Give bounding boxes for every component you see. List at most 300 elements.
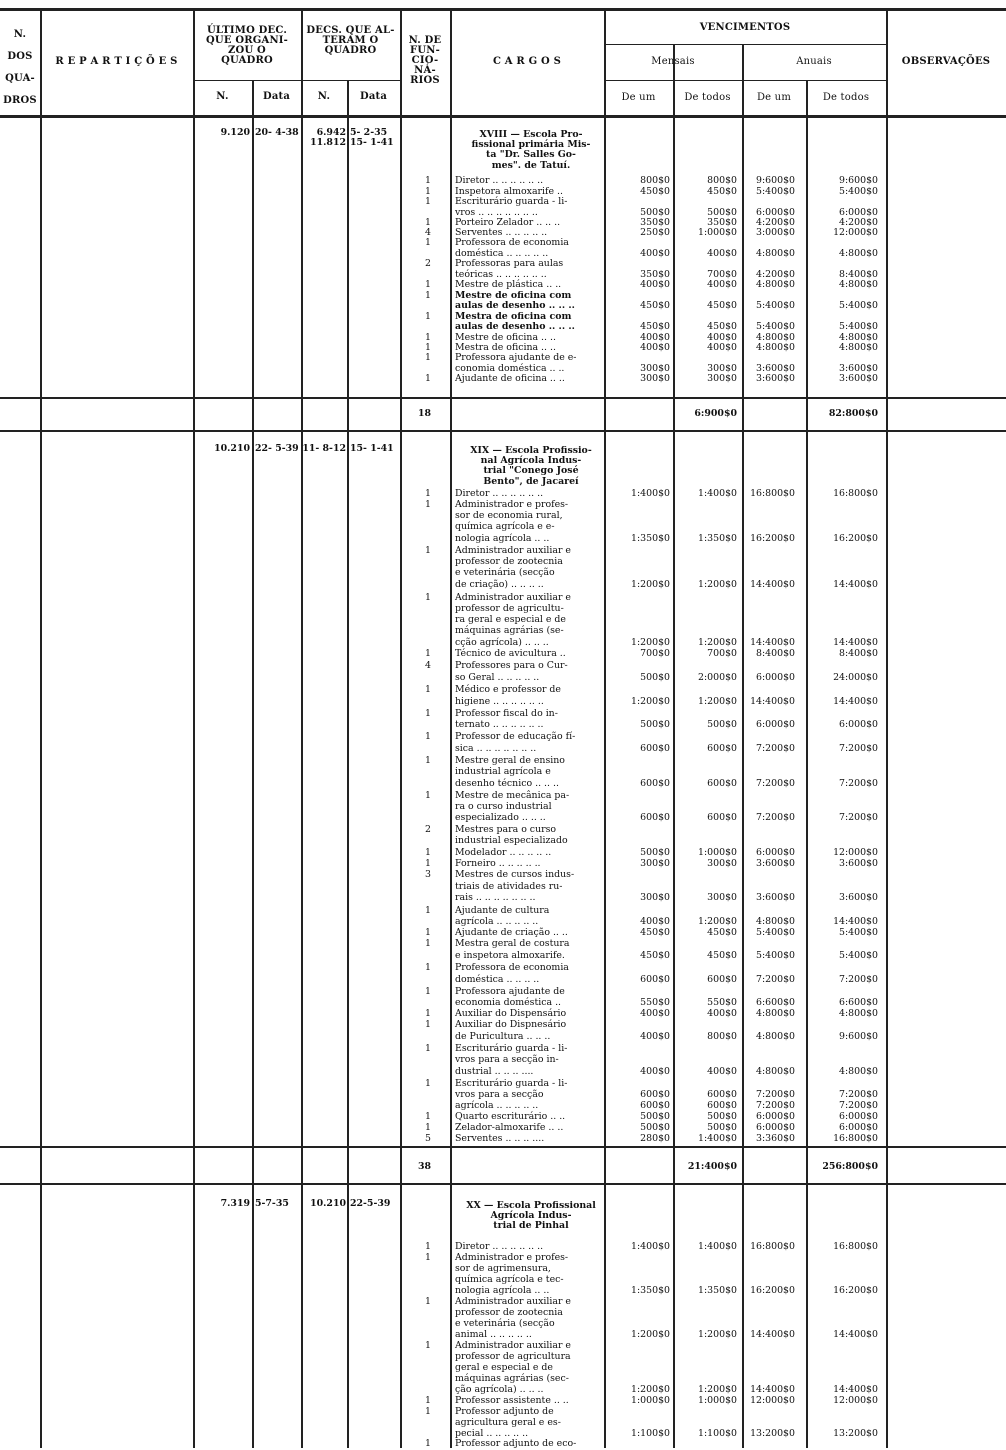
position-name: vros para a secção xyxy=(455,1089,544,1100)
annual-per-person: 8:400$0 xyxy=(756,648,795,659)
annual-per-person: 14:400$0 xyxy=(750,696,795,707)
staff-count: 1 xyxy=(425,684,431,695)
decree-date: 5-7-35 xyxy=(255,1198,289,1209)
position-name: Administrador auxiliar e xyxy=(455,1296,571,1307)
annual-total: 6:000$0 xyxy=(839,1122,878,1133)
staff-count: 1 xyxy=(425,1395,431,1406)
monthly-per-person: 600$0 xyxy=(640,778,670,789)
annual-per-person: 4:800$0 xyxy=(756,1008,795,1019)
annual-per-person: 16:800$0 xyxy=(750,488,795,499)
header-sub-data: Data xyxy=(359,91,388,102)
col-rule xyxy=(301,11,303,1448)
monthly-total: 1:400$0 xyxy=(698,1241,737,1252)
annual-per-person: 14:400$0 xyxy=(750,637,795,648)
annual-total: 3:600$0 xyxy=(839,363,878,374)
annual-per-person: 4:800$0 xyxy=(756,279,795,290)
section-rule xyxy=(0,1183,1006,1185)
position-name: Quarto escriturário .. .. xyxy=(455,1111,566,1122)
position-name: professor de zootecnia xyxy=(455,556,563,567)
monthly-per-person: 1:350$0 xyxy=(631,1285,670,1296)
position-name: Auxiliar do Dispnesário xyxy=(455,1019,567,1030)
position-name: professor de agricultura xyxy=(455,1351,571,1362)
staff-count: 1 xyxy=(425,1438,431,1449)
section-title: mes". de Tatuí. xyxy=(491,159,571,171)
position-name: agrícola .. .. .. .. .. xyxy=(455,1100,539,1111)
annual-per-person: 7:200$0 xyxy=(756,1100,795,1111)
staff-count: 1 xyxy=(425,186,431,197)
monthly-per-person: 500$0 xyxy=(640,847,670,858)
position-name: e veterinária (secção xyxy=(455,567,555,578)
position-name: Mestre de oficina .. .. xyxy=(455,332,556,343)
annual-total: 3:600$0 xyxy=(839,373,878,384)
position-name: Técnico de avicultura .. xyxy=(455,648,566,659)
position-name: Porteiro Zelador .. .. .. xyxy=(455,217,561,228)
annual-per-person: 9:600$0 xyxy=(756,175,795,186)
position-name: máquinas agrárias (sec- xyxy=(455,1373,569,1384)
annual-total: 16:800$0 xyxy=(833,1133,878,1144)
staff-count: 1 xyxy=(425,352,431,363)
staff-count: 1 xyxy=(425,790,431,801)
position-name: Escriturário guarda - li- xyxy=(455,1078,568,1089)
staff-count: 1 xyxy=(425,858,431,869)
annual-total: 7:200$0 xyxy=(839,1089,878,1100)
position-name: aulas de desenho .. .. .. xyxy=(455,300,575,311)
position-name: dustrial .. .. .. .... xyxy=(455,1066,534,1077)
position-name: Serventes .. .. .. .... xyxy=(455,1133,545,1144)
position-name: Professoras para aulas xyxy=(455,258,564,269)
annual-total: 4:200$0 xyxy=(839,217,878,228)
col-rule xyxy=(886,11,888,1448)
monthly-total: 600$0 xyxy=(707,1089,737,1100)
monthly-per-person: 500$0 xyxy=(640,719,670,730)
staff-count: 4 xyxy=(425,227,431,238)
staff-count: 1 xyxy=(425,648,431,659)
staff-count: 1 xyxy=(425,905,431,916)
monthly-total: 450$0 xyxy=(707,186,737,197)
annual-per-person: 6:000$0 xyxy=(756,847,795,858)
monthly-per-person: 800$0 xyxy=(640,175,670,186)
monthly-total: 700$0 xyxy=(707,269,737,280)
monthly-total: 300$0 xyxy=(707,363,737,374)
monthly-per-person: 250$0 xyxy=(640,227,670,238)
monthly-total: 400$0 xyxy=(707,1066,737,1077)
annual-total: 4:800$0 xyxy=(839,1008,878,1019)
position-name: Administrador auxiliar e xyxy=(455,1340,571,1351)
staff-count: 1 xyxy=(425,373,431,384)
annual-per-person: 5:400$0 xyxy=(756,321,795,332)
position-name: conomia doméstica .. .. xyxy=(455,363,565,374)
header-cargos: C A R G O S xyxy=(492,56,562,67)
header-n-dos-quadros: N. DOS QUA- DROS xyxy=(3,29,37,106)
monthly-total: 1:200$0 xyxy=(698,579,737,590)
annual-total: 16:800$0 xyxy=(833,488,878,499)
top-rule xyxy=(0,8,1006,11)
annual-total: 7:200$0 xyxy=(839,743,878,754)
position-name: Mestra geral de costura xyxy=(455,938,570,949)
position-name: industrial agrícola e xyxy=(455,766,551,777)
position-name: Professora de economia xyxy=(455,237,569,248)
monthly-per-person: 400$0 xyxy=(640,248,670,259)
staff-count: 1 xyxy=(425,1340,431,1351)
position-name: Mestres de cursos indus- xyxy=(455,869,575,880)
header-sub-rule xyxy=(604,80,886,81)
position-name: Professora de economia xyxy=(455,962,569,973)
monthly-total: 450$0 xyxy=(707,300,737,311)
monthly-per-person: 400$0 xyxy=(640,342,670,353)
annual-total: 13:200$0 xyxy=(833,1428,878,1439)
monthly-total: 300$0 xyxy=(707,892,737,903)
monthly-total: 500$0 xyxy=(707,1111,737,1122)
staff-count: 1 xyxy=(425,1296,431,1307)
staff-count: 1 xyxy=(425,731,431,742)
annual-per-person: 6:000$0 xyxy=(756,1122,795,1133)
monthly-per-person: 280$0 xyxy=(640,1133,670,1144)
position-name: Ajudante de cultura xyxy=(455,905,550,916)
monthly-per-person: 300$0 xyxy=(640,363,670,374)
header-sub-rule xyxy=(193,80,400,81)
staff-count: 1 xyxy=(425,708,431,719)
staff-count: 1 xyxy=(425,1019,431,1030)
section-title: XIX — Escola Profissio- xyxy=(470,445,592,456)
position-name: Professor fiscal do in- xyxy=(455,708,558,719)
annual-per-person: 4:800$0 xyxy=(756,1066,795,1077)
position-name: cção agrícola) .. .. .. xyxy=(455,637,549,648)
annual-total: 16:800$0 xyxy=(833,1241,878,1252)
monthly-per-person: 400$0 xyxy=(640,1031,670,1042)
monthly-total: 450$0 xyxy=(707,950,737,961)
annual-per-person: 6:000$0 xyxy=(756,719,795,730)
annual-total: 4:800$0 xyxy=(839,279,878,290)
decree-number: 10.210 xyxy=(214,443,250,454)
position-name: Professores para o Cur- xyxy=(455,660,568,671)
position-name: professor de agricultu- xyxy=(455,603,564,614)
position-name: ternato .. .. .. .. .. .. xyxy=(455,719,544,730)
amending-decree-date: 5- 2-35 xyxy=(350,127,388,138)
staff-count: 1 xyxy=(425,1008,431,1019)
monthly-per-person: 400$0 xyxy=(640,1066,670,1077)
annual-total: 7:200$0 xyxy=(839,812,878,823)
monthly-per-person: 350$0 xyxy=(640,269,670,280)
monthly-total: 600$0 xyxy=(707,812,737,823)
position-name: Professor adjunto de xyxy=(455,1406,554,1417)
position-name: triais de atividades ru- xyxy=(455,881,563,892)
col-rule xyxy=(450,11,452,1448)
annual-total: 7:200$0 xyxy=(839,778,878,789)
annual-total: 12:000$0 xyxy=(833,847,878,858)
position-name: doméstica .. .. .. .. xyxy=(455,974,540,985)
annual-per-person: 16:200$0 xyxy=(750,533,795,544)
monthly-per-person: 300$0 xyxy=(640,892,670,903)
position-name: sica .. .. .. .. .. .. .. xyxy=(455,743,537,754)
annual-total: 16:200$0 xyxy=(833,533,878,544)
monthly-total: 400$0 xyxy=(707,248,737,259)
staff-count: 1 xyxy=(425,1406,431,1417)
monthly-per-person: 700$0 xyxy=(640,648,670,659)
position-name: máquinas agrárias (se- xyxy=(455,625,564,636)
monthly-per-person: 450$0 xyxy=(640,186,670,197)
position-name: sor de economia rural, xyxy=(455,510,563,521)
monthly-total: 400$0 xyxy=(707,342,737,353)
position-name: higiene .. .. .. .. .. .. xyxy=(455,696,544,707)
position-name: Serventes .. .. .. .. .. xyxy=(455,227,548,238)
monthly-per-person: 1:200$0 xyxy=(631,1384,670,1395)
staff-count: 1 xyxy=(425,290,431,301)
amending-decree-number: 6.942 xyxy=(316,127,346,138)
staff-count: 1 xyxy=(425,1241,431,1252)
staff-count: 5 xyxy=(425,1133,431,1144)
header-de-um: De um xyxy=(756,92,792,103)
monthly-per-person: 400$0 xyxy=(640,332,670,343)
position-name: desenho técnico .. .. .. xyxy=(455,778,559,789)
monthly-total: 1:200$0 xyxy=(698,637,737,648)
monthly-per-person: 600$0 xyxy=(640,812,670,823)
monthly-total: 300$0 xyxy=(707,373,737,384)
monthly-total: 1:350$0 xyxy=(698,533,737,544)
header-vencimentos: VENCIMENTOS xyxy=(699,22,791,33)
section-title: trial de Pinhal xyxy=(493,1220,569,1232)
staff-count: 2 xyxy=(425,824,431,835)
header-sub-rule xyxy=(604,44,886,45)
annual-total: 14:400$0 xyxy=(833,1329,878,1340)
monthly-per-person: 300$0 xyxy=(640,858,670,869)
amending-decree-number: 11- 8-12 xyxy=(302,443,346,454)
monthly-total: 450$0 xyxy=(707,321,737,332)
annual-per-person: 7:200$0 xyxy=(756,778,795,789)
monthly-total: 1:200$0 xyxy=(698,916,737,927)
position-name: Escriturário guarda - li- xyxy=(455,1043,568,1054)
position-name: Escriturário guarda - li- xyxy=(455,196,568,207)
annual-total: 6:000$0 xyxy=(839,207,878,218)
annual-total: 3:600$0 xyxy=(839,892,878,903)
annual-total: 6:600$0 xyxy=(839,997,878,1008)
monthly-per-person: 500$0 xyxy=(640,1122,670,1133)
staff-count: 1 xyxy=(425,592,431,603)
annual-per-person: 3:600$0 xyxy=(756,373,795,384)
monthly-per-person: 450$0 xyxy=(640,927,670,938)
position-name: e veterinária (secção xyxy=(455,1318,555,1329)
position-name: so Geral .. .. .. .. .. xyxy=(455,672,540,683)
position-name: industrial especializado xyxy=(455,835,568,846)
amending-decree-number: 10.210 xyxy=(310,1198,346,1209)
total-monthly: 6:900$0 xyxy=(694,408,737,419)
annual-total: 6:000$0 xyxy=(839,719,878,730)
annual-per-person: 4:200$0 xyxy=(756,269,795,280)
annual-total: 5:400$0 xyxy=(839,186,878,197)
amending-decree-date: 22-5-39 xyxy=(350,1198,391,1209)
monthly-per-person: 1:200$0 xyxy=(631,637,670,648)
section-title: Bento", de Jacareí xyxy=(483,475,579,487)
annual-per-person: 7:200$0 xyxy=(756,974,795,985)
col-rule xyxy=(347,80,349,1448)
header-reparticoes: R E P A R T I Ç Õ E S xyxy=(55,56,178,67)
annual-per-person: 7:200$0 xyxy=(756,1089,795,1100)
annual-total: 5:400$0 xyxy=(839,300,878,311)
monthly-total: 600$0 xyxy=(707,974,737,985)
annual-total: 4:800$0 xyxy=(839,1066,878,1077)
staff-count: 1 xyxy=(425,1122,431,1133)
annual-total: 9:600$0 xyxy=(839,175,878,186)
annual-total: 4:800$0 xyxy=(839,248,878,259)
header-sub-data: Data xyxy=(262,91,291,102)
staff-count: 1 xyxy=(425,986,431,997)
position-name: Ajudante de oficina .. .. xyxy=(455,373,565,384)
annual-per-person: 4:800$0 xyxy=(756,248,795,259)
col-rule xyxy=(252,80,254,1448)
annual-per-person: 5:400$0 xyxy=(756,300,795,311)
position-name: aulas de desenho .. .. .. xyxy=(455,321,575,332)
position-name: Diretor .. .. .. .. .. .. xyxy=(455,1241,544,1252)
position-name: de criação) .. .. .. .. xyxy=(455,579,544,590)
monthly-total: 1:200$0 xyxy=(698,1384,737,1395)
position-name: Administrador e profes- xyxy=(455,499,569,510)
monthly-total: 1:000$0 xyxy=(698,227,737,238)
annual-total: 4:800$0 xyxy=(839,342,878,353)
total-staff-count: 38 xyxy=(417,1161,431,1172)
position-name: Mestre de plástica .. .. xyxy=(455,279,562,290)
header-de-todos: De todos xyxy=(822,92,870,103)
annual-per-person: 4:800$0 xyxy=(756,1031,795,1042)
position-name: animal .. .. .. .. .. xyxy=(455,1329,532,1340)
annual-total: 14:400$0 xyxy=(833,637,878,648)
position-name: Mestres para o curso xyxy=(455,824,557,835)
monthly-per-person: 550$0 xyxy=(640,997,670,1008)
staff-count: 1 xyxy=(425,196,431,207)
monthly-per-person: 600$0 xyxy=(640,1100,670,1111)
annual-total: 7:200$0 xyxy=(839,1100,878,1111)
annual-total: 16:200$0 xyxy=(833,1285,878,1296)
annual-total: 4:800$0 xyxy=(839,332,878,343)
total-annual: 256:800$0 xyxy=(822,1161,878,1172)
annual-per-person: 7:200$0 xyxy=(756,812,795,823)
monthly-total: 2:000$0 xyxy=(698,672,737,683)
header-bottom-rule xyxy=(0,115,1006,118)
staff-count: 1 xyxy=(425,755,431,766)
monthly-total: 550$0 xyxy=(707,997,737,1008)
monthly-total: 350$0 xyxy=(707,217,737,228)
annual-total: 12:000$0 xyxy=(833,227,878,238)
monthly-per-person: 400$0 xyxy=(640,916,670,927)
annual-per-person: 4:800$0 xyxy=(756,332,795,343)
monthly-total: 1:400$0 xyxy=(698,488,737,499)
annual-per-person: 6:000$0 xyxy=(756,672,795,683)
position-name: nologia agrícola .. .. xyxy=(455,533,550,544)
header-n-funcionarios: N. DE FUN- CIO- NÁ- RIOS xyxy=(408,35,442,86)
position-name: Professor adjunto de eco- xyxy=(455,1438,577,1449)
position-name: Mestre de oficina com xyxy=(455,290,572,301)
position-name: vros .. .. .. .. .. .. .. xyxy=(455,207,538,218)
staff-count: 1 xyxy=(425,488,431,499)
annual-total: 8:400$0 xyxy=(839,269,878,280)
section-title: XVIII — Escola Pro- xyxy=(479,129,583,140)
position-name: Professor assistente .. .. xyxy=(455,1395,569,1406)
annual-total: 5:400$0 xyxy=(839,927,878,938)
monthly-total: 1:100$0 xyxy=(698,1428,737,1439)
monthly-total: 700$0 xyxy=(707,648,737,659)
annual-per-person: 14:400$0 xyxy=(750,579,795,590)
header-de-um: De um xyxy=(621,92,656,103)
position-name: Administrador auxiliar e xyxy=(455,545,571,556)
staff-count: 1 xyxy=(425,237,431,248)
position-name: rais .. .. .. .. .. .. .. xyxy=(455,892,536,903)
position-name: Administrador auxiliar e xyxy=(455,592,571,603)
section-rule xyxy=(0,430,1006,432)
section-title: trial "Conego José xyxy=(483,465,579,477)
annual-per-person: 3:360$0 xyxy=(756,1133,795,1144)
position-name: química agrícola e tec- xyxy=(455,1274,564,1285)
position-name: agrícola .. .. .. .. .. xyxy=(455,916,539,927)
position-name: economia doméstica .. xyxy=(455,997,562,1008)
header-decs-alteram: DECS. QUE AL- TERAM O QUADRO xyxy=(306,25,395,56)
position-name: Diretor .. .. .. .. .. .. xyxy=(455,175,544,186)
staff-count: 1 xyxy=(425,499,431,510)
position-name: teóricas .. .. .. .. .. .. xyxy=(455,269,547,280)
annual-per-person: 5:400$0 xyxy=(756,186,795,197)
staff-count: 1 xyxy=(425,217,431,228)
total-monthly: 21:400$0 xyxy=(687,1161,737,1172)
position-name: Mestra de oficina com xyxy=(455,311,572,322)
monthly-per-person: 1:000$0 xyxy=(631,1395,670,1406)
position-name: Auxiliar do Dispensário xyxy=(455,1008,567,1019)
position-name: vros para a secção in- xyxy=(455,1054,559,1065)
annual-per-person: 4:800$0 xyxy=(756,916,795,927)
annual-per-person: 12:000$0 xyxy=(750,1395,795,1406)
position-name: ra o curso industrial xyxy=(455,801,552,812)
staff-count: 1 xyxy=(425,927,431,938)
annual-per-person: 7:200$0 xyxy=(756,743,795,754)
header-mensais: Mensais xyxy=(651,56,695,67)
annual-total: 6:000$0 xyxy=(839,1111,878,1122)
annual-per-person: 3:600$0 xyxy=(756,892,795,903)
position-name: Zelador-almoxarife .. .. xyxy=(455,1122,564,1133)
annual-per-person: 6:000$0 xyxy=(756,1111,795,1122)
monthly-total: 400$0 xyxy=(707,332,737,343)
monthly-total: 1:350$0 xyxy=(698,1285,737,1296)
monthly-per-person: 450$0 xyxy=(640,321,670,332)
header-sub-n: N. xyxy=(216,91,229,102)
annual-total: 5:400$0 xyxy=(839,321,878,332)
position-name: e inspetora almoxarife. xyxy=(455,950,565,961)
monthly-total: 800$0 xyxy=(707,175,737,186)
position-name: Administrador e profes- xyxy=(455,1252,569,1263)
monthly-total: 300$0 xyxy=(707,858,737,869)
monthly-total: 500$0 xyxy=(707,207,737,218)
position-name: Professora ajudante de e- xyxy=(455,352,577,363)
staff-count: 1 xyxy=(425,962,431,973)
position-name: agricultura geral e es- xyxy=(455,1417,561,1428)
position-name: pecial .. .. .. .. .. xyxy=(455,1428,529,1439)
annual-total: 7:200$0 xyxy=(839,974,878,985)
position-name: professor de zootecnia xyxy=(455,1307,563,1318)
position-name: Inspetora almoxarife .. xyxy=(455,186,564,197)
section-title: ta "Dr. Salles Go- xyxy=(486,149,576,161)
header-observacoes: OBSERVAÇÕES xyxy=(901,56,991,67)
annual-total: 8:400$0 xyxy=(839,648,878,659)
annual-total: 3:600$0 xyxy=(839,858,878,869)
position-name: Forneiro .. .. .. .. .. xyxy=(455,858,541,869)
annual-per-person: 3:600$0 xyxy=(756,363,795,374)
monthly-per-person: 300$0 xyxy=(640,373,670,384)
monthly-total: 500$0 xyxy=(707,1122,737,1133)
monthly-per-person: 600$0 xyxy=(640,974,670,985)
monthly-per-person: 500$0 xyxy=(640,672,670,683)
decree-date: 22- 5-39 xyxy=(255,443,299,454)
position-name: especializado .. .. .. xyxy=(455,812,546,823)
amending-decree-number: 11.812 xyxy=(310,137,346,148)
staff-count: 1 xyxy=(425,1078,431,1089)
annual-per-person: 16:800$0 xyxy=(750,1241,795,1252)
section-rule xyxy=(0,397,1006,399)
position-name: Mestra de oficina .. .. xyxy=(455,342,556,353)
